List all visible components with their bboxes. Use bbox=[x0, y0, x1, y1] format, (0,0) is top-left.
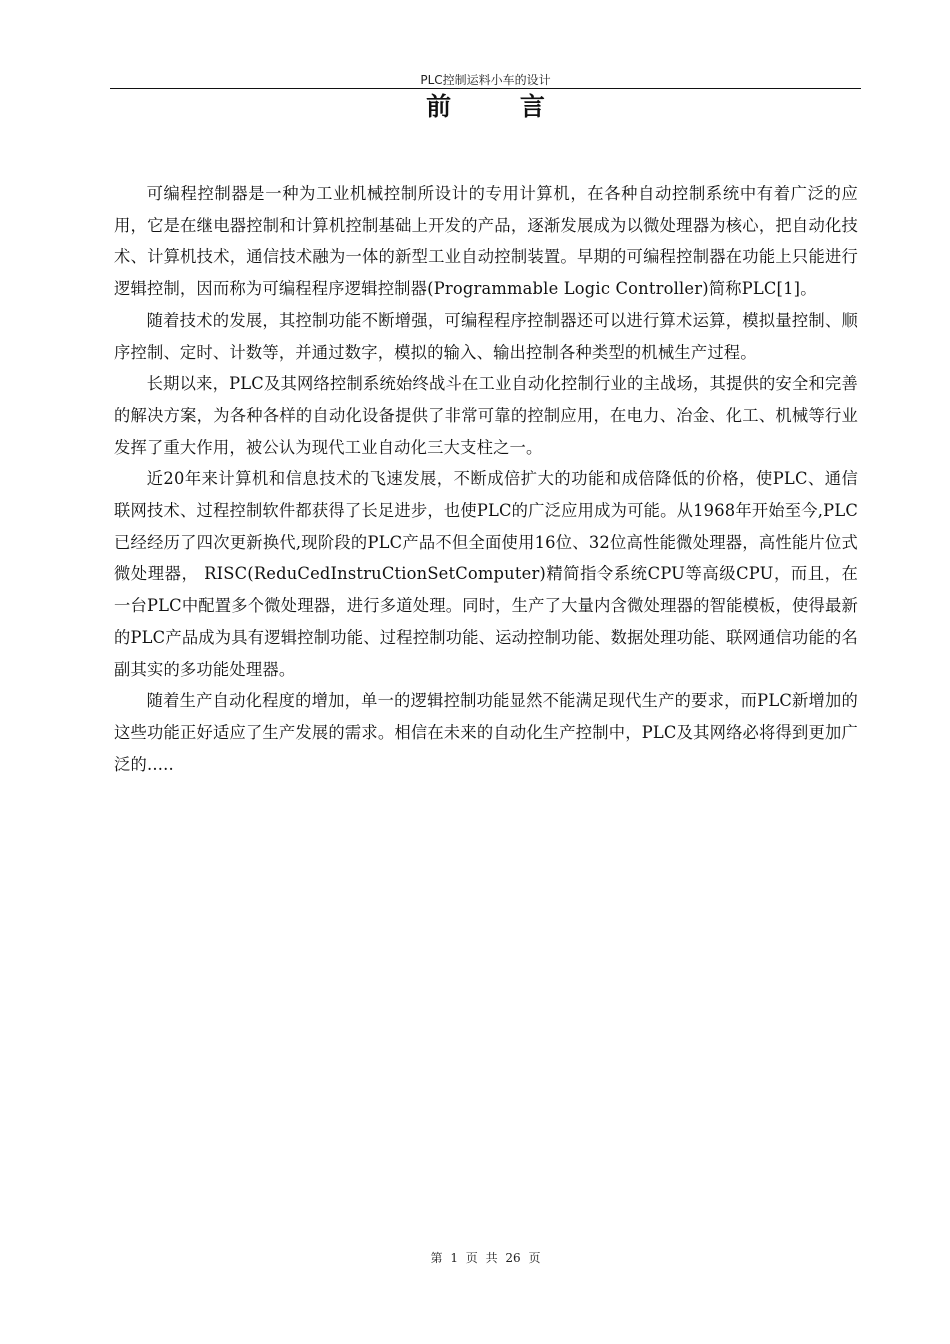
paragraph: 随着生产自动化程度的增加，单一的逻辑控制功能显然不能满足现代生产的要求，而PLC新增加的这些功能正好适应了生产发展的需求。相信在未来的自动化生产控制中，PLC及其网络必将得到更加广泛的..... bbox=[114, 691, 858, 774]
paragraph: 长期以来，PLC及其网络控制系统始终战斗在工业自动化控制行业的主战场，其提供的安全和完善的解决方案，为各种各样的自动化设备提供了非常可靠的控制应用，在电力、冶金、化工、机械等行业发挥了重大作用，被公认为现代工业自动化三大支柱之一。 bbox=[114, 374, 858, 457]
paragraph: 可编程控制器是一种为工业机械控制所设计的专用计算机，在各种自动控制系统中有着广泛的应用，它是在继电器控制和计算机控制基础上开发的产品，逐渐发展成为以微处理器为核心，把自动化技术、计算机技术，通信技术融为一体的新型工业自动控制装置。早期的可编程控制器在功能上只能进行逻辑控制，因而称为可编程程序逻辑控制器(Programmable Logic Controller)简称PLC[1]。 bbox=[114, 184, 858, 299]
running-header: PLC控制运料小车的设计 bbox=[420, 73, 551, 87]
header-divider bbox=[110, 88, 861, 89]
paragraph: 近20年来计算机和信息技术的飞速发展，不断成倍扩大的功能和成倍降低的价格，使PLC、通信联网技术、过程控制软件都获得了长足进步，也使PLC的广泛应用成为可能。从1968年开始至今,PLC已经经历了四次更新换代,现阶段的PLC产品不但全面使用16位、32位高性能微处理器，高性能片位式微处理器， RISC(ReduCedInstruCtionSetComputer)精简指令系统CPU等高级CPU，而且，在一台PLC中配置多个微处理器，进行多道处理。同时，生产了大量内含微处理器的智能模板，使得最新的PLC产品成为具有逻辑控制功能、过程控制功能、运动控制功能、数据处理功能、联网通信功能的名副其实的多功能处理器。 bbox=[114, 469, 858, 679]
body-text bbox=[114, 178, 858, 780]
page-number-footer: 第 1 页 共 26 页 bbox=[430, 1251, 541, 1265]
paragraph: 随着技术的发展，其控制功能不断增强，可编程程序控制器还可以进行算术运算，模拟量控制、顺序控制、定时、计数等，并通过数字，模拟的输入、输出控制各种类型的机械生产过程。 bbox=[114, 310, 858, 362]
page-title: 前 言 bbox=[426, 92, 575, 121]
